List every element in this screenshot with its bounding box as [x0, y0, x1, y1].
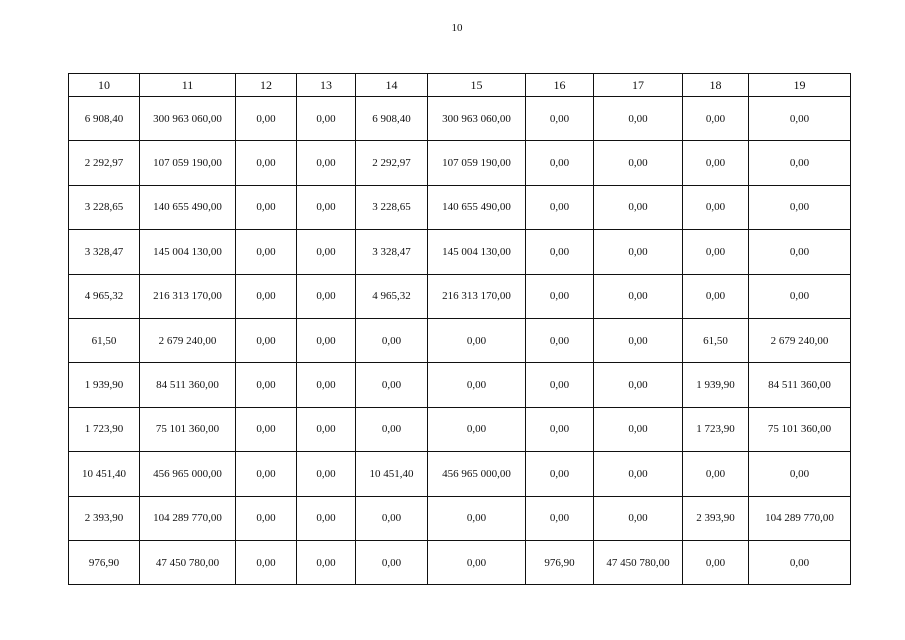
table-cell: 456 965 000,00 [140, 452, 236, 496]
table-row [69, 141, 851, 185]
table-cell: 0,00 [683, 274, 749, 318]
table-cell: 107 059 190,00 [428, 141, 526, 185]
table-row [69, 407, 851, 451]
table-cell: 61,50 [683, 318, 749, 362]
column-header: 12 [236, 74, 297, 97]
table-cell: 0,00 [356, 540, 428, 584]
table-cell: 2 393,90 [683, 496, 749, 540]
table-cell: 47 450 780,00 [140, 540, 236, 584]
table-cell: 0,00 [594, 230, 683, 274]
table-cell: 0,00 [526, 185, 594, 229]
table-cell: 0,00 [236, 496, 297, 540]
table-cell: 6 908,40 [356, 97, 428, 141]
table-cell: 0,00 [297, 274, 356, 318]
table-cell: 0,00 [749, 185, 851, 229]
table-cell: 0,00 [526, 363, 594, 407]
table-cell: 4 965,32 [69, 274, 140, 318]
table-cell: 4 965,32 [356, 274, 428, 318]
table-row [69, 185, 851, 229]
table-cell: 1 939,90 [69, 363, 140, 407]
table-row [69, 318, 851, 362]
table-cell: 0,00 [683, 185, 749, 229]
table-cell: 0,00 [236, 141, 297, 185]
table-cell: 0,00 [297, 363, 356, 407]
table-row [69, 230, 851, 274]
table-cell: 3 228,65 [356, 185, 428, 229]
table-cell: 0,00 [526, 230, 594, 274]
table-cell: 0,00 [526, 318, 594, 362]
table-cell: 75 101 360,00 [140, 407, 236, 451]
table-cell: 0,00 [428, 318, 526, 362]
table-cell: 0,00 [428, 540, 526, 584]
table-cell: 0,00 [594, 185, 683, 229]
table-cell: 2 292,97 [69, 141, 140, 185]
data-table [68, 73, 851, 585]
table-cell: 0,00 [594, 496, 683, 540]
table-cell: 0,00 [594, 363, 683, 407]
table-cell: 0,00 [683, 141, 749, 185]
table-cell: 0,00 [526, 496, 594, 540]
table-cell: 0,00 [356, 496, 428, 540]
table-row [69, 540, 851, 584]
table-cell: 0,00 [236, 230, 297, 274]
table-cell: 140 655 490,00 [140, 185, 236, 229]
table-cell: 0,00 [683, 97, 749, 141]
table-cell: 0,00 [297, 230, 356, 274]
table-cell: 47 450 780,00 [594, 540, 683, 584]
table-cell: 300 963 060,00 [140, 97, 236, 141]
table-cell: 104 289 770,00 [140, 496, 236, 540]
table-cell: 0,00 [749, 540, 851, 584]
table-cell: 0,00 [297, 496, 356, 540]
table-cell: 0,00 [297, 97, 356, 141]
table-cell: 0,00 [297, 540, 356, 584]
table-cell: 1 723,90 [683, 407, 749, 451]
table-cell: 0,00 [297, 407, 356, 451]
table-cell: 1 723,90 [69, 407, 140, 451]
table-cell: 104 289 770,00 [749, 496, 851, 540]
table-body [69, 97, 851, 585]
table-cell: 6 908,40 [69, 97, 140, 141]
table-cell: 216 313 170,00 [428, 274, 526, 318]
table-cell: 2 679 240,00 [749, 318, 851, 362]
table-row [69, 452, 851, 496]
column-header: 15 [428, 74, 526, 97]
table-cell: 0,00 [594, 318, 683, 362]
table-cell: 140 655 490,00 [428, 185, 526, 229]
table-cell: 3 328,47 [69, 230, 140, 274]
table-row [69, 496, 851, 540]
table-cell: 0,00 [526, 97, 594, 141]
column-header: 17 [594, 74, 683, 97]
table-cell: 216 313 170,00 [140, 274, 236, 318]
table-cell: 0,00 [526, 141, 594, 185]
table-row [69, 363, 851, 407]
table-cell: 0,00 [594, 274, 683, 318]
table-cell: 0,00 [594, 141, 683, 185]
table-header [69, 74, 851, 97]
table-cell: 0,00 [749, 230, 851, 274]
table-cell: 10 451,40 [69, 452, 140, 496]
table-cell: 0,00 [236, 274, 297, 318]
table-cell: 0,00 [428, 363, 526, 407]
table-cell: 0,00 [749, 97, 851, 141]
table-cell: 1 939,90 [683, 363, 749, 407]
table-cell: 0,00 [594, 97, 683, 141]
table-cell: 0,00 [236, 540, 297, 584]
column-header: 18 [683, 74, 749, 97]
table-cell: 3 228,65 [69, 185, 140, 229]
table-cell: 0,00 [683, 540, 749, 584]
column-header: 14 [356, 74, 428, 97]
column-header: 19 [749, 74, 851, 97]
table-cell: 0,00 [297, 185, 356, 229]
table-cell: 84 511 360,00 [749, 363, 851, 407]
header-row [69, 74, 851, 97]
table-cell: 0,00 [297, 141, 356, 185]
column-header: 13 [297, 74, 356, 97]
table-cell: 2 393,90 [69, 496, 140, 540]
table-cell: 0,00 [236, 97, 297, 141]
column-header: 16 [526, 74, 594, 97]
table-cell: 456 965 000,00 [428, 452, 526, 496]
table-cell: 2 292,97 [356, 141, 428, 185]
table-cell: 0,00 [749, 274, 851, 318]
table-cell: 75 101 360,00 [749, 407, 851, 451]
table-cell: 976,90 [69, 540, 140, 584]
table-cell: 300 963 060,00 [428, 97, 526, 141]
table-cell: 0,00 [356, 318, 428, 362]
table-cell: 0,00 [236, 452, 297, 496]
table-cell: 10 451,40 [356, 452, 428, 496]
table-cell: 145 004 130,00 [428, 230, 526, 274]
table-cell: 2 679 240,00 [140, 318, 236, 362]
table-cell: 145 004 130,00 [140, 230, 236, 274]
table-cell: 0,00 [683, 452, 749, 496]
table-cell: 3 328,47 [356, 230, 428, 274]
table-row [69, 274, 851, 318]
table-cell: 0,00 [236, 363, 297, 407]
column-header: 10 [69, 74, 140, 97]
table-cell: 976,90 [526, 540, 594, 584]
table-cell: 61,50 [69, 318, 140, 362]
table-cell: 0,00 [594, 452, 683, 496]
column-header: 11 [140, 74, 236, 97]
table-cell: 0,00 [356, 407, 428, 451]
table-cell: 0,00 [594, 407, 683, 451]
table-cell: 0,00 [526, 407, 594, 451]
table-cell: 0,00 [526, 274, 594, 318]
table-cell: 0,00 [749, 141, 851, 185]
table-cell: 0,00 [526, 452, 594, 496]
table-cell: 0,00 [236, 318, 297, 362]
table-row [69, 97, 851, 141]
table-cell: 0,00 [236, 185, 297, 229]
table-cell: 0,00 [428, 496, 526, 540]
table-cell: 0,00 [297, 452, 356, 496]
table-cell: 0,00 [749, 452, 851, 496]
table-cell: 84 511 360,00 [140, 363, 236, 407]
page-number: 10 [451, 22, 463, 34]
table-cell: 0,00 [356, 363, 428, 407]
table-cell: 107 059 190,00 [140, 141, 236, 185]
table-cell: 0,00 [297, 318, 356, 362]
table-cell: 0,00 [428, 407, 526, 451]
table-cell: 0,00 [236, 407, 297, 451]
table-cell: 0,00 [683, 230, 749, 274]
